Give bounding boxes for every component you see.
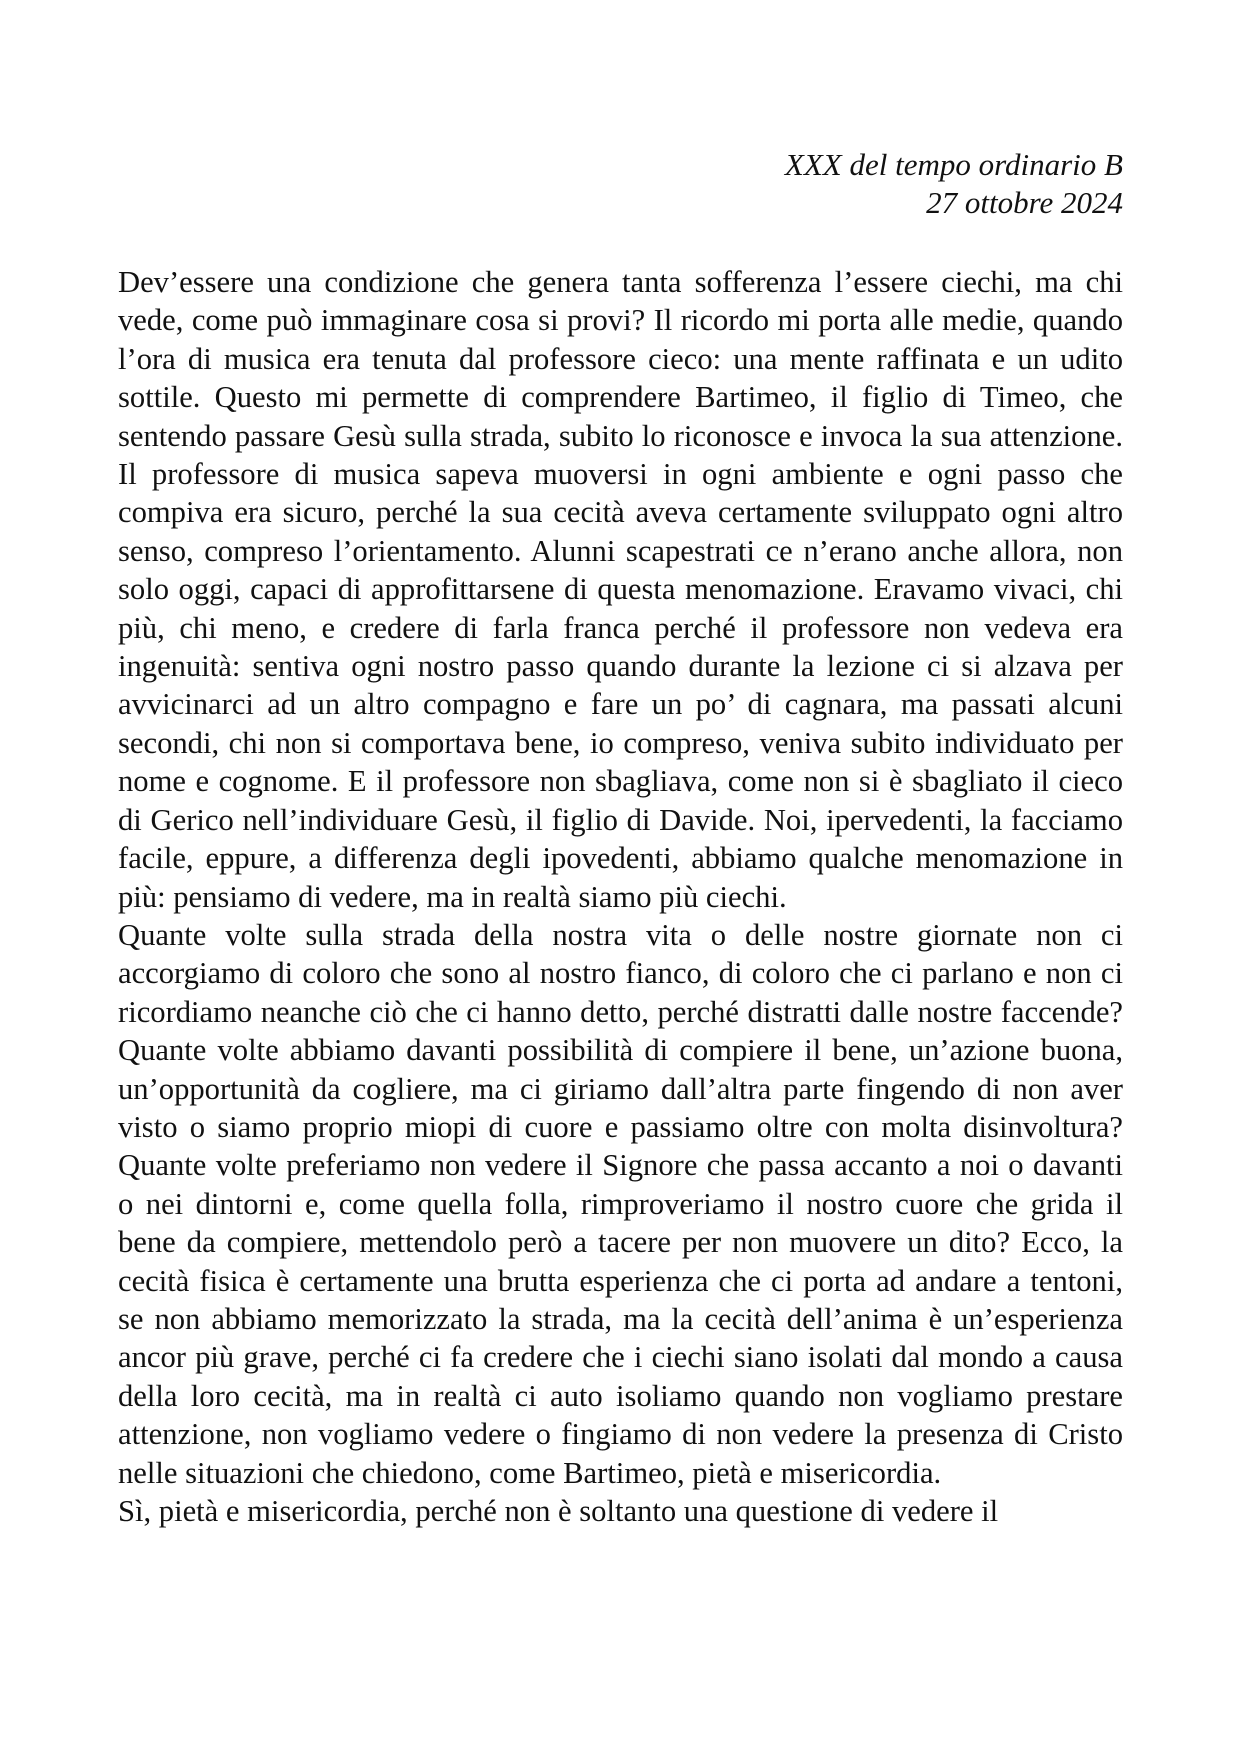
document-date: 27 ottobre 2024 <box>926 185 1123 220</box>
paragraph-3: Sì, pietà e misericordia, perché non è soltanto una questione di vedere il <box>118 1494 999 1528</box>
paragraph-1: Dev’essere una condizione che genera tanta sofferenza l’essere ciechi, ma chi vede, come può immaginare cosa si provi? Il ricordo mi porta alle medie, quando l’ora di musica era tenuta dal professore cieco: una mente raffinata e un udito sottile. Questo mi permette di comprendere Bartimeo, il figlio di Timeo, che sentendo passare Gesù sulla strada, subito lo riconosce e invoca la sua attenzione. Il professore di musica sapeva muoversi in ogni ambiente e ogni passo che compiva era sicuro, perché la sua cecità aveva certamente sviluppato ogni altro senso, compreso l’orientamento. Alunni scapestrati ce n’erano anche allora, non solo oggi, capaci di approfittarsene di questa menomazione. Eravamo vivaci, chi più, chi meno, e credere di farla franca perché il professore non vedeva era ingenuità: sentiva ogni nostro passo quando durante la lezione ci si alzava per avvicinarci ad un altro compagno e fare un po’ di cagnara, ma passati alcuni secondi, chi non si comportava bene, io compreso, veniva subito individuato per nome e cognome. E il professore non sbagliava, come non si è sbagliato il cieco di Gerico nell’individuare Gesù, il figlio di Davide. Noi, ipervedenti, la facciamo facile, eppure, a differenza degli ipovedenti, abbiamo qualche menomazione in più: pensiamo di vedere, ma in realtà siamo più ciechi. <box>118 265 1123 914</box>
liturgical-title: XXX del tempo ordinario B <box>784 147 1123 182</box>
document-body <box>118 263 1123 1530</box>
document-header <box>785 146 1123 222</box>
paragraph-2: Quante volte sulla strada della nostra vita o delle nostre giornate non ci accorgiamo di coloro che sono al nostro fianco, di coloro che ci parlano e non ci ricordiamo neanche ciò che ci hanno detto, perché distratti dalle nostre faccende? Quante volte abbiamo davanti possibilità di compiere il bene, un’azione buona, un’opportunità da cogliere, ma ci giriamo dall’altra parte fingendo di non aver visto o siamo proprio miopi di cuore e passiamo oltre con molta disinvoltura? Quante volte preferiamo non vedere il Signore che passa accanto a noi o davanti o nei dintorni e, come quella folla, rimproveriamo il nostro cuore che grida il bene da compiere, mettendolo però a tacere per non muovere un dito? Ecco, la cecità fisica è certamente una brutta esperienza che ci porta ad andare a tentoni, se non abbiamo memorizzato la strada, ma la cecità dell’anima è un’esperienza ancor più grave, perché ci fa credere che i ciechi siano isolati dal mondo a causa della loro cecità, ma in realtà ci auto isoliamo quando non vogliamo prestare attenzione, non vogliamo vedere o fingiamo di non vedere la presenza di Cristo nelle situazioni che chiedono, come Bartimeo, pietà e misericordia. <box>118 917 1123 1490</box>
